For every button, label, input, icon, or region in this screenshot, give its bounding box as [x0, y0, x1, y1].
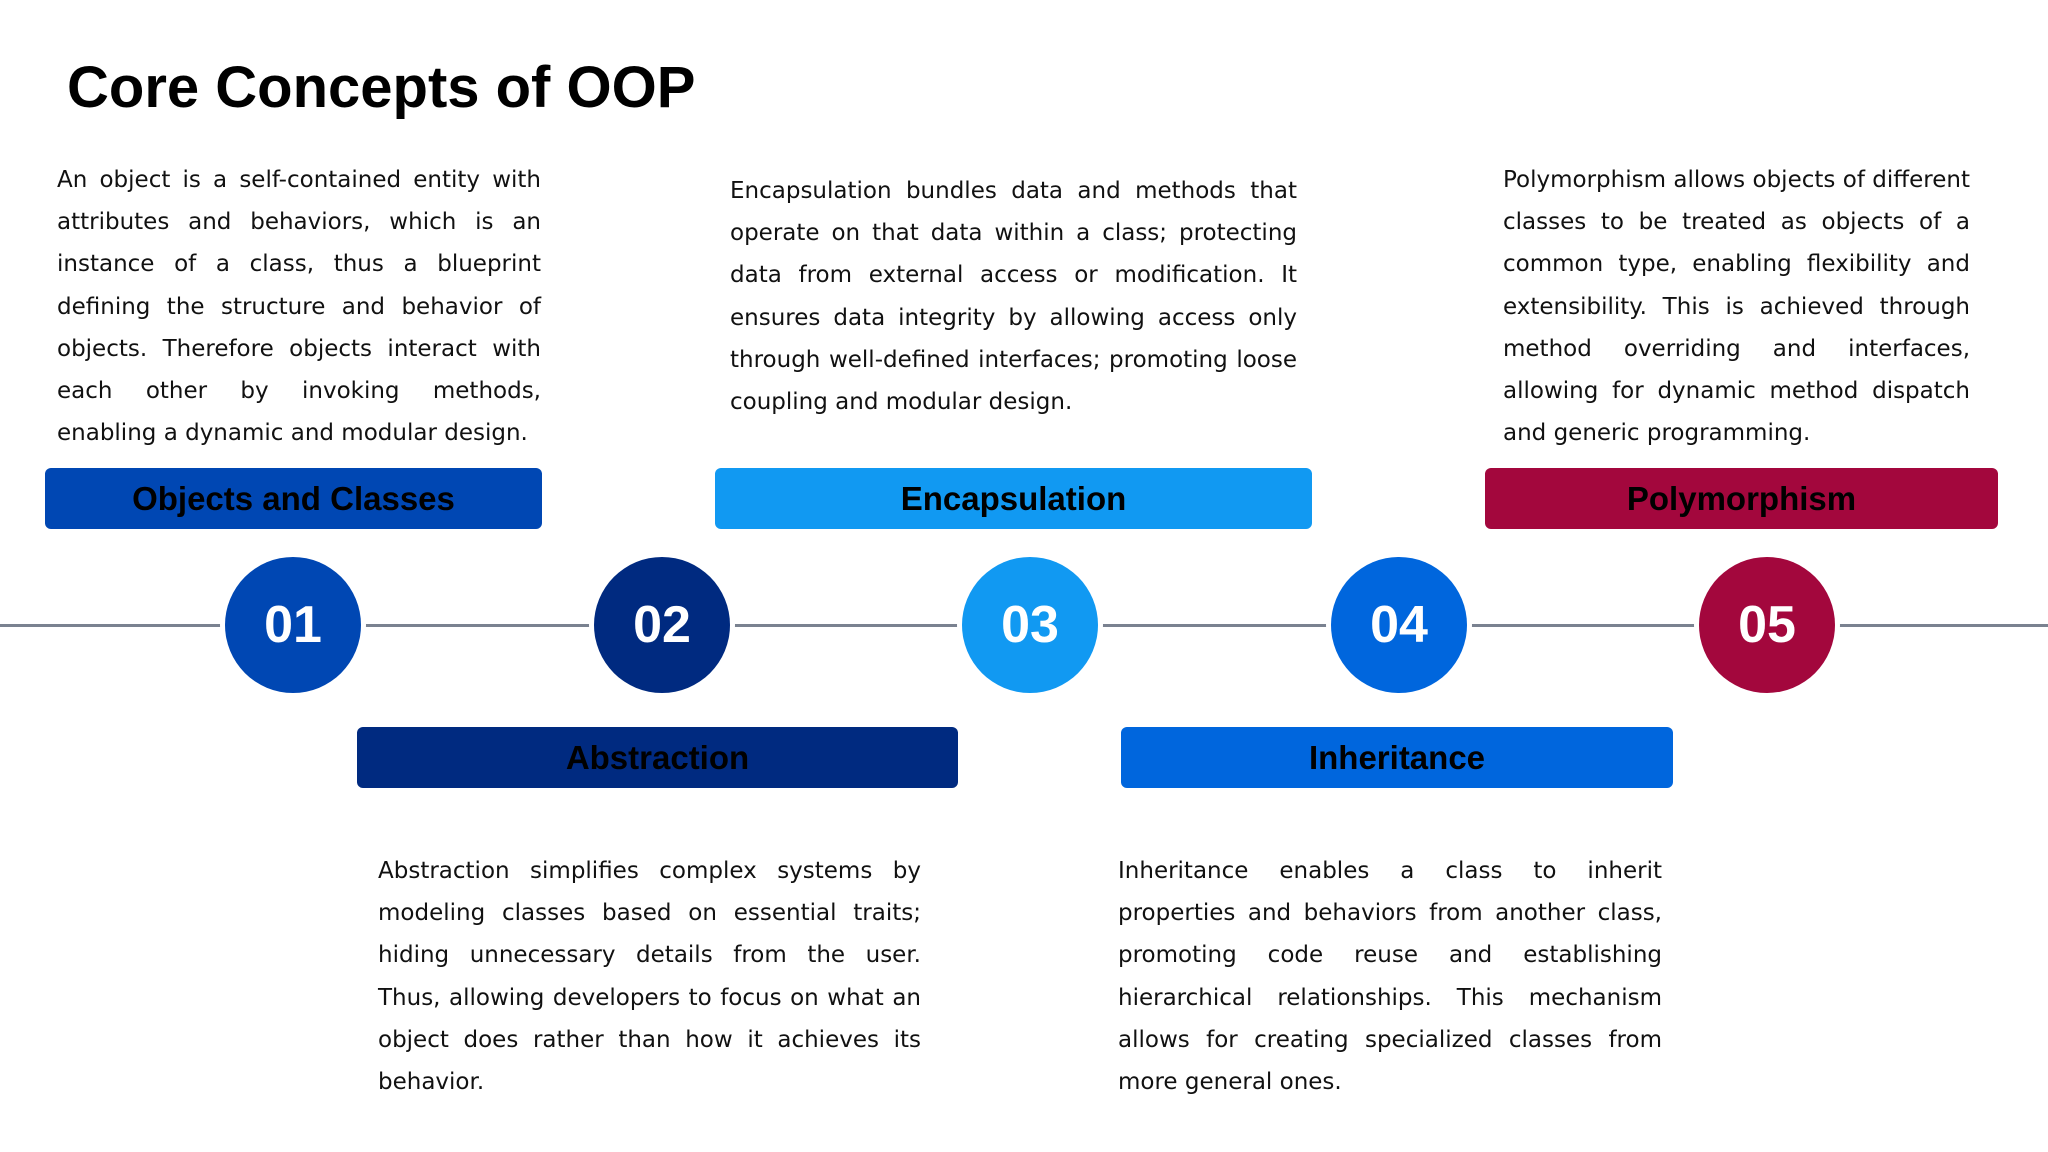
encapsulation-label-text: Encapsulation — [900, 479, 1127, 517]
step-circle-02 — [594, 557, 730, 693]
objects-classes-description: An object is a self-contained entity with attributes and behaviors, which is an instance of a class, thus a blueprint defining the structure and behavior of objects. Therefore objects interact with each other by invoking methods, enabling a dynamic and modular design. — [57, 167, 541, 447]
inheritance-description: Inheritance enables a class to inherit properties and behaviors from another class, promoting code reuse and establishing hierarchical relationships. This mechanism allows for creating specialized classes from more general ones. — [1118, 858, 1662, 1096]
inheritance-label — [1121, 727, 1673, 788]
encapsulation-label — [715, 468, 1312, 529]
abstraction-label-text: Abstraction — [565, 738, 750, 776]
objects-classes-label-text: Objects and Classes — [132, 479, 455, 517]
polymorphism-description: Polymorphism allows objects of different classes to be treated as objects of a common type, enabling flexibility and extensibility. This is achieved through method overriding and interfaces, allowing for dynamic method dispatch and generic programming. — [1503, 167, 1970, 447]
encapsulation-description: Encapsulation bundles data and methods that operate on that data within a class; protecting data from external access or modification. It ensures data integrity by allowing access only through well-defined interfaces; promoting loose coupling and modular design. — [730, 178, 1297, 416]
step-number-05: 05 — [1738, 596, 1796, 654]
step-circle-03 — [962, 557, 1098, 693]
inheritance-label-text: Inheritance — [1308, 738, 1486, 776]
step-number-04: 04 — [1370, 596, 1428, 654]
objects-classes-label — [45, 468, 542, 529]
step-number-03: 03 — [1001, 596, 1059, 654]
step-circle-01 — [225, 557, 361, 693]
step-circle-05 — [1699, 557, 1835, 693]
page-title: Core Concepts of OOP — [67, 55, 696, 120]
step-number-02: 02 — [633, 596, 691, 654]
step-circle-04 — [1331, 557, 1467, 693]
abstraction-label — [357, 727, 958, 788]
step-number-01: 01 — [264, 596, 322, 654]
abstraction-description: Abstraction simplifies complex systems by modeling classes based on essential traits; hiding unnecessary details from the user. Thus, allowing developers to focus on what an object does rather than how it achieves its behavior. — [378, 858, 921, 1096]
polymorphism-label-text: Polymorphism — [1626, 479, 1857, 517]
polymorphism-label — [1485, 468, 1998, 529]
